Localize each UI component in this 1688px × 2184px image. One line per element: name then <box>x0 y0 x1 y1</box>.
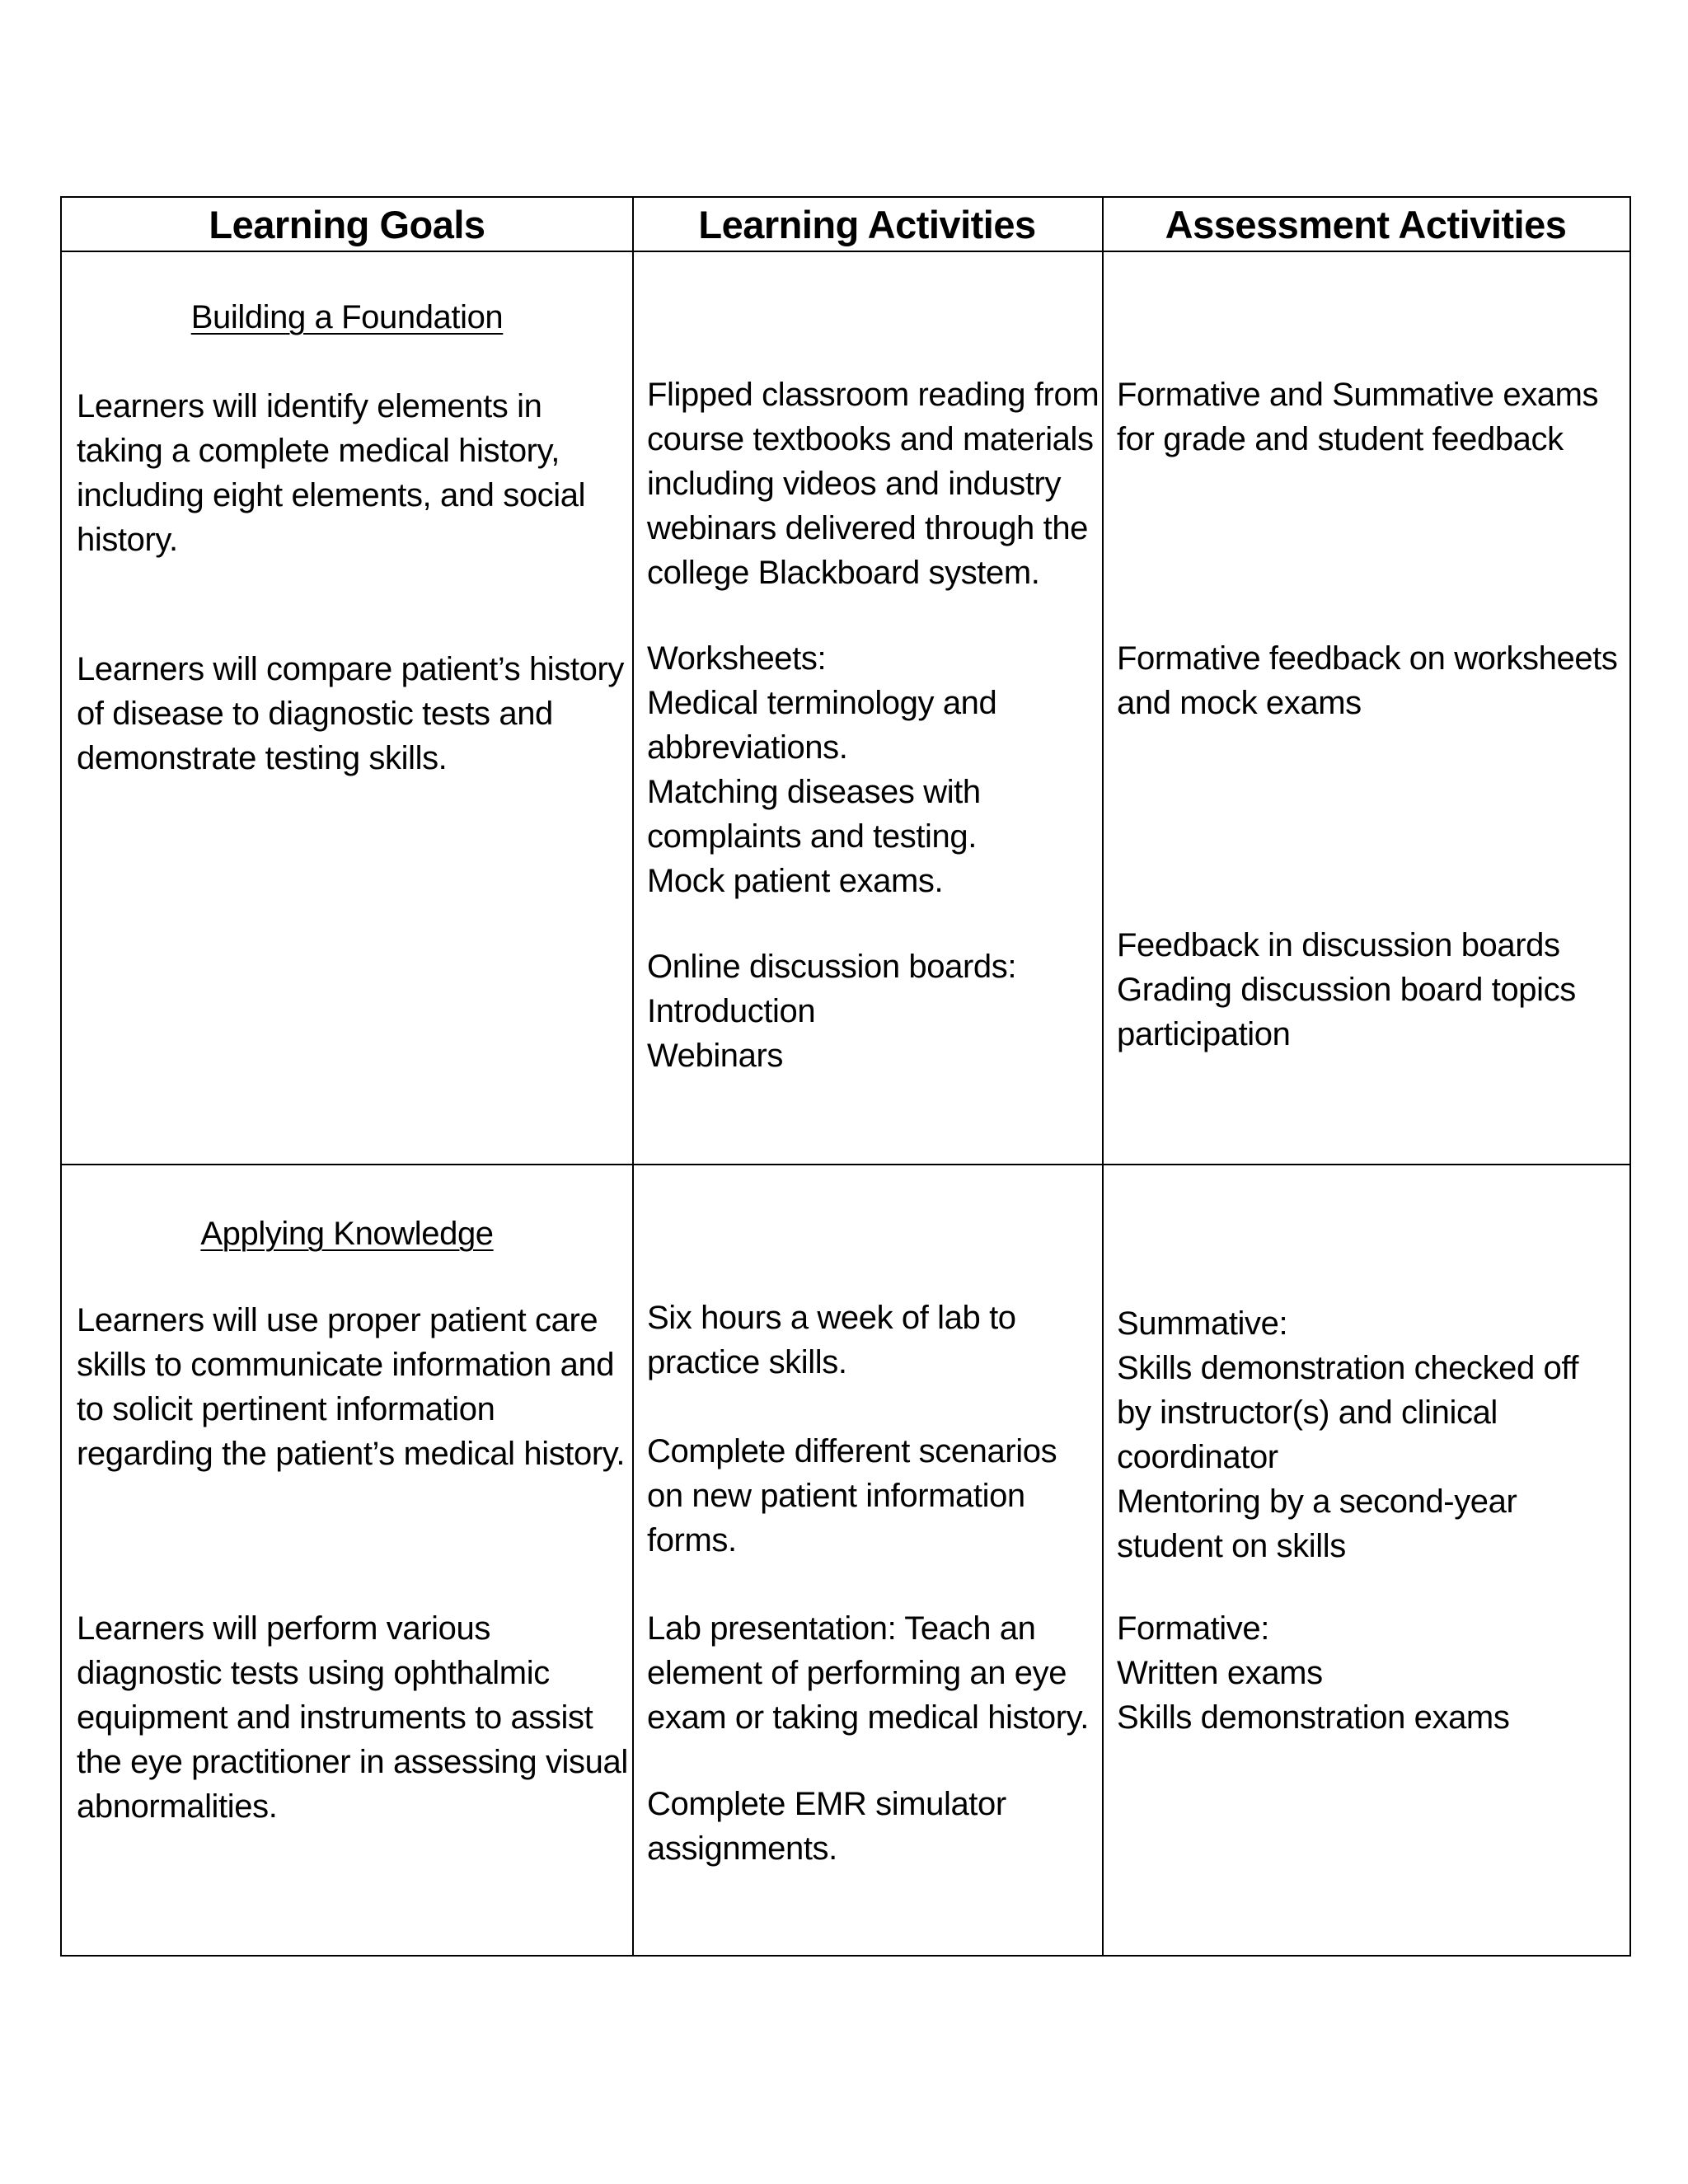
column-divider-2 <box>1102 198 1104 1955</box>
s1-activity-2: Worksheets: Medical terminology and abbreviations. Matching diseases with complaints and testing. Mock patient exams. <box>647 640 997 899</box>
s1-goal-1: Learners will identify elements in taking a complete medical history, including eight elements, and social history. <box>77 388 586 558</box>
header-assessment-activities: Assessment Activities <box>1165 202 1567 246</box>
curriculum-table <box>60 196 1631 1957</box>
s2-assessment-1: Summative: Skills demonstration checked off by instructor(s) and clinical coordinator Mentoring by a second-year student on skills <box>1117 1305 1579 1564</box>
row-divider <box>62 1164 1629 1165</box>
header-learning-activities: Learning Activities <box>698 202 1036 246</box>
s1-activity-3: Online discussion boards: Introduction Webinars <box>647 949 1017 1074</box>
s1-assessment-3: Feedback in discussion boards Grading discussion board topics participation <box>1117 927 1576 1052</box>
column-divider-1 <box>632 198 634 1955</box>
section-heading-applying-knowledge: Applying Knowledge <box>200 1216 494 1252</box>
section-heading-building-foundation: Building a Foundation <box>190 299 504 335</box>
s2-activity-4: Complete EMR simulator assignments. <box>647 1786 1006 1867</box>
header-learning-goals: Learning Goals <box>209 202 485 246</box>
s2-activity-3: Lab presentation: Teach an element of performing an eye exam or taking medical history. <box>647 1610 1089 1736</box>
s1-goal-2: Learners will compare patient’s history of disease to diagnostic tests and demonstrate testing skills. <box>77 651 624 776</box>
s2-goal-2: Learners will perform various diagnostic tests using ophthalmic equipment and instruments to assist the eye practitioner in assessing visual abnormalities. <box>77 1610 628 1825</box>
s1-assessment-1: Formative and Summative exams for grade and student feedback <box>1117 377 1599 457</box>
s2-activity-2: Complete different scenarios on new patient information forms. <box>647 1433 1057 1558</box>
header-divider <box>62 251 1629 252</box>
s1-assessment-2: Formative feedback on worksheets and mock exams <box>1117 640 1618 721</box>
s2-assessment-2: Formative: Written exams Skills demonstration exams <box>1117 1610 1510 1736</box>
s2-goal-1: Learners will use proper patient care skills to communicate information and to solicit pertinent information regarding the patient’s medical history. <box>77 1302 626 1472</box>
s1-activity-1: Flipped classroom reading from course textbooks and materials including videos and industry webinars delivered through the college Blackboard system. <box>647 377 1100 591</box>
s2-activity-1: Six hours a week of lab to practice skills. <box>647 1300 1016 1380</box>
